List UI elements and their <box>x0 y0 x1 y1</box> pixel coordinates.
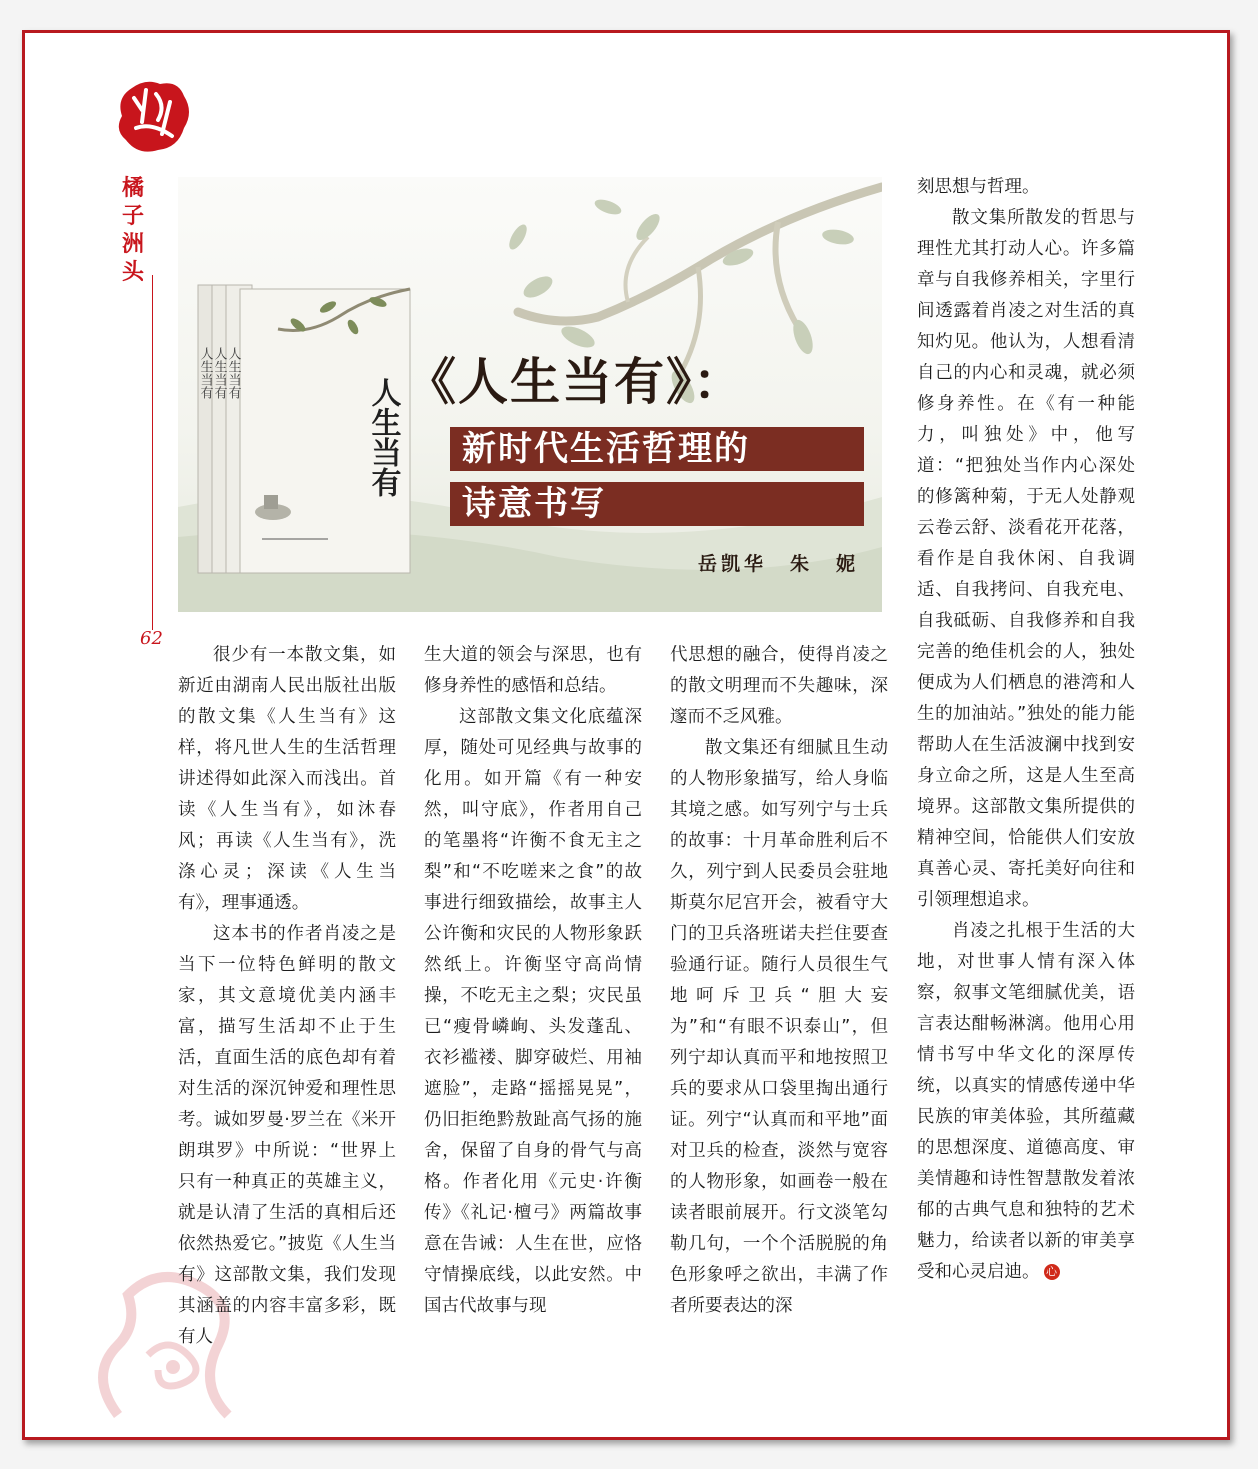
spine-titles <box>198 347 242 399</box>
column-divider-line <box>152 275 153 630</box>
text-column-2 <box>424 640 642 1322</box>
paragraph: 生大道的领会与深思，也有修身养性的感悟和总结。 <box>424 645 642 696</box>
article-subtitle-line1: 新时代生活哲理的 <box>450 427 864 471</box>
text-column-4 <box>917 172 1135 1288</box>
svg-text:人生当有: 人生当有 <box>211 347 227 399</box>
article-subtitle-line2: 诗意书写 <box>450 482 864 526</box>
article-title: 《人生当有》： <box>406 352 745 411</box>
paragraph-text: 肖凌之扎根于生活的大地，对世事人情有深入体察，叙事文笔细腻优美，语言表达酣畅淋漓。他用心用情书写中华文化的深厚传统，以真实的情感传递中华民族的审美体验，其所蕴藏的思想深度、道德高度、审美情趣和诗性智慧散发着浓郁的古典气息和独特的艺术魅力，给读者以新的审美享受和心灵启迪。 <box>917 921 1135 1282</box>
magazine-logo <box>112 76 194 158</box>
paragraph: 这部散文集文化底蕴深厚，随处可见经典与故事的化用。如开篇《有一种安然，叫守底》，作者用自己的笔墨将“许衡不食无主之梨”和“不吃嗟来之食”的故事进行细致描绘，故事主人公许衡和灾民的人物形象跃然纸上。许衡坚守高尚情操，不吃无主之梨；灾民虽已“瘦骨嶙峋、头发蓬乱、衣衫褴褛、脚穿破烂、用袖遮脸”，走路“摇摇晃晃”，仍旧拒绝黔敖趾高气扬的施舍，保留了自身的骨气与高格。作者化用《元史·许衡传》《礼记·檀弓》两篇故事意在告诫：人生在世，应恪守情操底线，以此安然。中国古代故事与现 <box>424 707 642 1316</box>
paragraph: 刻思想与哲理。 <box>917 177 1040 197</box>
article-authors: 岳凯华 朱 妮 <box>698 553 860 575</box>
end-mark-icon: 心 <box>1044 1264 1060 1280</box>
page-number: 62 <box>140 628 163 649</box>
paragraph: 很少有一本散文集，如新近由湖南人民出版社出版的散文集《人生当有》这样，将凡世人生的生活哲理讲述得如此深入而浅出。首读《人生当有》，如沐春风；再读《人生当有》，洗涤心灵；深读《人生当有》，理事通透。 <box>178 645 396 913</box>
text-column-1 <box>178 640 396 1353</box>
paragraph: 散文集所散发的哲思与理性尤其打动人心。许多篇章与自我修养相关，字里行间透露着肖凌之对生活的真知灼见。他认为，人想看清自己的内心和灵魂，就必须修身养性。在《有一种能力，叫独处》中，他写道：“把独处当作内心深处的修篱种菊，于无人处静观云卷云舒、淡看花开花落，看作是自我休闲、自我调适、自我拷问、自我充电、自我砥砺、自我修养和自我完善的绝佳机会的人，独处便成为人们栖息的港湾和人生的加油站。”独处的能力能帮助人在生活波澜中找到安身立命之所，这是人生至高境界。这部散文集所提供的精神空间，恰能供人们安放真善心灵、寄托美好向往和引领理想追求。 <box>917 208 1135 910</box>
svg-text:人生当有: 人生当有 <box>225 347 241 399</box>
paragraph: 代思想的融合，使得肖凌之的散文明理而不失趣味，深邃而不乏风雅。 <box>670 645 888 727</box>
svg-text:人生当有: 人生当有 <box>197 347 213 399</box>
column-name: 橘子洲头 <box>121 176 144 285</box>
cover-title: 人生当有 <box>365 377 401 497</box>
paragraph: 散文集还有细腻且生动的人物形象描写，给人身临其境之感。如写列宁与士兵的故事：十月革命胜利后不久，列宁到人民委员会驻地斯莫尔尼宫开会，被看守大门的卫兵洛班诺夫拦住要查验通行证。随行人员很生气地呵斥卫兵“胆大妄为”和“有眼不识泰山”，但列宁却认真而平和地按照卫兵的要求从口袋里掏出通行证。列宁“认真而和平地”面对卫兵的检查，淡然与宽容的人物形象，如画卷一般在读者眼前展开。行文淡笔勾勒几句，一个个活脱脱的角色形象呼之欲出，丰满了作者所要表达的深 <box>670 738 888 1316</box>
paragraph: 这本书的作者肖凌之是当下一位特色鲜明的散文家，其文意境优美内涵丰富，描写生活却不止于生活，直面生活的底色却有着对生活的深沉钟爱和理性思考。诚如罗曼·罗兰在《米开朗琪罗》中所说：“世界上只有一种真正的英雄主义，就是认清了生活的真相后还依然热爱它。”披览《人生当有》这部散文集，我们发现其涵盖的内容丰富多彩，既有人 <box>178 924 396 1347</box>
hero-banner <box>178 177 882 612</box>
paragraph <box>917 916 1135 1288</box>
text-column-3 <box>670 640 888 1322</box>
